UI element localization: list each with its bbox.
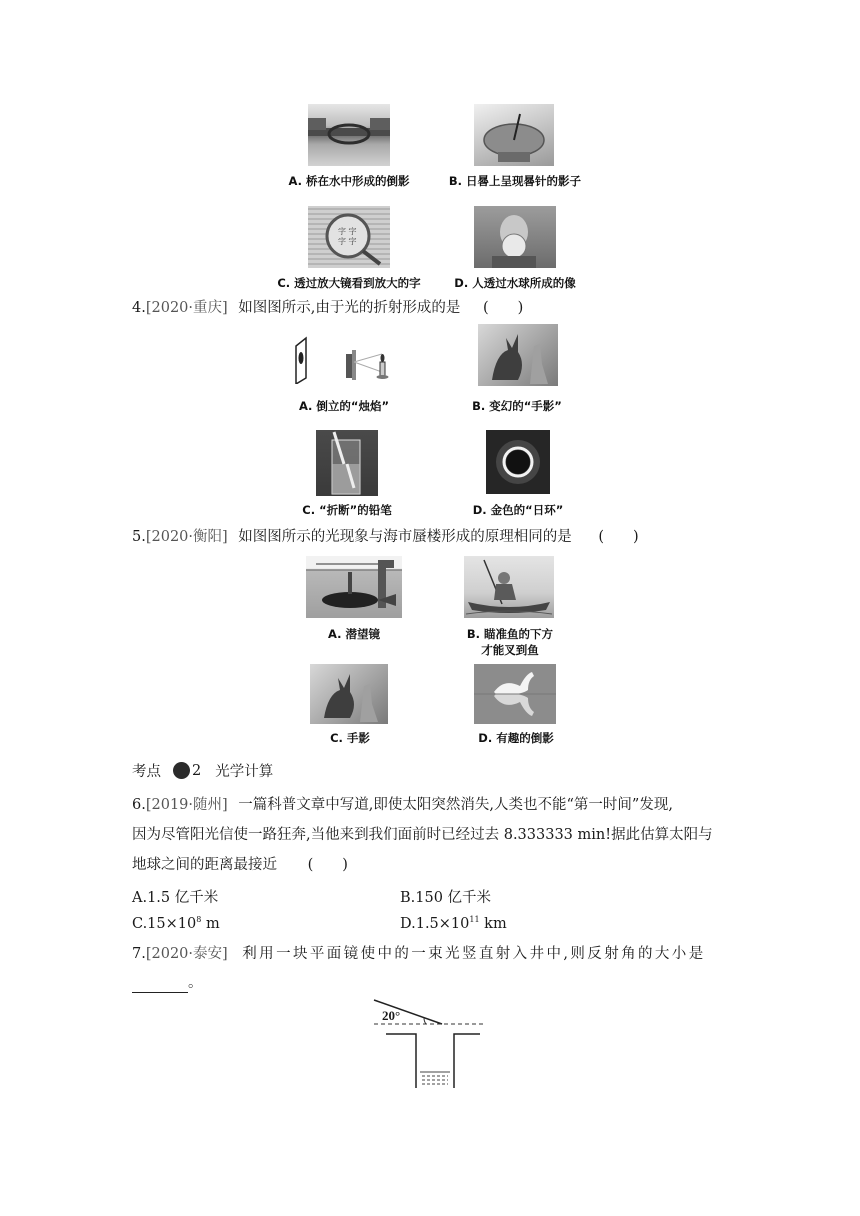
fishing-spear-drawing [464, 556, 554, 618]
q3-caption-c: C. 透过放大镜看到放大的字 [277, 276, 421, 290]
q6-option-b: B.150 亿千米 [400, 890, 492, 906]
q7-line2 [132, 973, 203, 993]
q4-caption-a: A. 倒立的“烛焰” [298, 399, 390, 413]
q6-option-c-base: C.15×10 [132, 915, 197, 932]
q4-stem [132, 298, 523, 318]
hand-shadow-photo [310, 664, 388, 724]
q3-caption-a: A. 桥在水中形成的倒影 [288, 174, 410, 188]
q7-line1 [132, 944, 706, 964]
q4-answer-paren: ( ) [483, 300, 524, 316]
q5-number: 5. [132, 529, 146, 545]
q3-caption-d: D. 人透过水球所成的像 [454, 276, 576, 290]
q6-option-d [400, 915, 507, 932]
q6-option-d-base: D.1.5×10 [400, 915, 470, 932]
q6-text-line1: 一篇科普文章中写道,即使太阳突然消失,人类也不能“第一时间”发现, [238, 797, 673, 813]
section-header [132, 760, 273, 781]
q7-source-tag: [2020·泰安] [145, 946, 228, 962]
q6-text-line2: 因为尽管阳光信使一路狂奔,当他来到我们面前时已经过去 8.333333 min!据此估算太阳与 [132, 827, 713, 843]
q6-option-c-unit: m [201, 915, 220, 932]
q6-number: 6. [132, 797, 146, 813]
q6-line3 [132, 855, 348, 875]
q4-text: 如图图所示,由于光的折射形成的是 [238, 300, 461, 316]
q6-option-c [132, 915, 220, 932]
q5-caption-d: D. 有趣的倒影 [478, 731, 554, 745]
section-prefix: 考点 [132, 764, 161, 780]
q5-stem [132, 527, 639, 547]
pencil-in-water-photo [316, 430, 378, 496]
q5-answer-paren: ( ) [598, 529, 639, 545]
solar-eclipse-photo [486, 430, 550, 494]
q7-line2-end: 。 [188, 975, 203, 991]
svg-text:字 字: 字 字 [338, 237, 357, 246]
q5-caption-b-line1: B. 瞄准鱼的下方 [466, 627, 554, 641]
q5-source-tag: [2020·衡阳] [145, 529, 228, 545]
bridge-reflection-photo [308, 104, 390, 166]
pinhole-camera-diagram [292, 332, 396, 384]
water-ball-photo [474, 206, 556, 268]
q6-option-d-exp: 11 [469, 915, 480, 924]
swan-reflection-photo [474, 664, 556, 724]
q5-caption-c: C. 手影 [330, 731, 370, 745]
magnifier-photo [308, 206, 390, 268]
hand-shadow-photo [478, 324, 558, 386]
well-mirror-diagram [368, 996, 490, 1094]
q4-caption-c: C. “折断”的铅笔 [302, 503, 392, 517]
section-title: 光学计算 [215, 764, 274, 780]
sundial-photo [474, 104, 554, 166]
angle-label: 20° [382, 1008, 401, 1023]
q4-source-tag: [2020·重庆] [145, 300, 228, 316]
q6-answer-paren: ( ) [307, 857, 348, 873]
section-number: 2 [192, 762, 202, 779]
q4-number: 4. [132, 300, 146, 316]
q6-source-tag: [2019·随州] [145, 797, 228, 813]
q6-option-d-unit: km [479, 915, 507, 932]
q6-option-c-exp: 8 [196, 915, 202, 924]
q6-line1 [132, 795, 673, 815]
svg-text:字 字: 字 字 [338, 227, 357, 236]
q5-text: 如图图所示的光现象与海市蜃楼形成的原理相同的是 [238, 529, 572, 545]
q6-option-a: A.1.5 亿千米 [132, 890, 219, 906]
q4-caption-b: B. 变幻的“手影” [472, 399, 562, 413]
q4-caption-d: D. 金色的“日环” [472, 503, 564, 517]
q7-number: 7. [132, 946, 146, 962]
q6-text-line3: 地球之间的距离最接近 [132, 857, 277, 873]
q7-answer-blank [132, 978, 188, 993]
periscope-diagram [306, 556, 402, 618]
section-bullet-icon [173, 762, 190, 779]
q7-text-line1: 利用一块平面镜使中的一束光竖直射入井中,则反射角的大小是 [242, 946, 706, 962]
q5-caption-b-line2: 才能叉到鱼 [481, 643, 539, 657]
q5-caption-a: A. 潜望镜 [328, 627, 380, 641]
q3-caption-b: B. 日晷上呈现晷针的影子 [448, 174, 582, 188]
